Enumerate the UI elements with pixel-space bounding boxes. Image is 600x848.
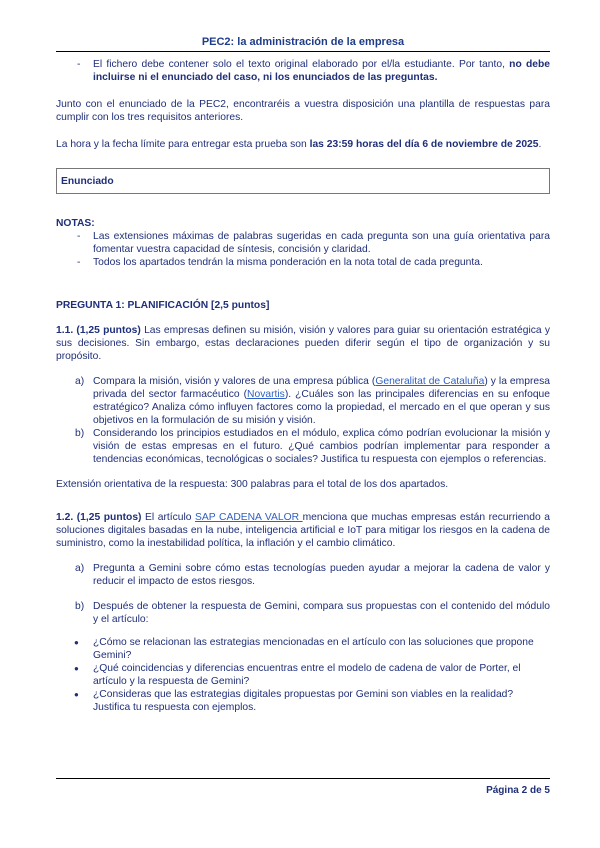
question-1-2-part-a: a) Pregunta a Gemini sobre cómo estas tecnologías pueden ayudar a mejorar la cadena de valor y reducir el impacto de estos riesgos.	[75, 563, 550, 587]
deadline-paragraph: La hora y la fecha límite para entregar esta prueba son las 23:59 horas del día 6 de noviembre de 2025.	[56, 139, 542, 150]
question-bullet: ● ¿Cómo se relacionan las estrategias mencionadas en el artículo con las soluciones que propone Gemini?	[56, 636, 550, 662]
notas-list	[56, 230, 550, 269]
enunciado-label: Enunciado	[61, 176, 114, 187]
page-header-title: PEC2: la administración de la empresa	[201, 36, 405, 48]
question-1-2-bullets	[56, 636, 550, 714]
question-1-1: 1.1. (1,25 puntos) Las empresas definen su misión, visión y valores para guiar su orientación estratégica y sus decisiones. Sin embargo, estas declaraciones pueden diferir según el tipo de organización y su propósito.	[56, 325, 550, 362]
question-1-2-part-b: b) Después de obtener la respuesta de Gemini, compara sus propuestas con el contenido del módulo y el artículo:	[75, 601, 550, 625]
link-novartis[interactable]: Novartis	[247, 389, 285, 400]
question-bullet: ● ¿Consideras que las estrategias digitales propuestas por Gemini son viables en la realidad? Justifica tu respuesta con ejemplos.	[56, 688, 550, 714]
pregunta1-heading: PREGUNTA 1: PLANIFICACIÓN [2,5 puntos]	[56, 300, 270, 311]
question-1-2-parts	[56, 562, 550, 626]
enunciado-box	[56, 168, 550, 194]
page-number: Página 2 de 5	[486, 785, 550, 796]
intro-paragraph: Junto con el enunciado de la PEC2, encontraréis a vuestra disposición una plantilla de respuestas para cumplir con los tres requisitos anteriores.	[56, 99, 550, 123]
extension-note: Extensión orientativa de la respuesta: 300 palabras para el total de los dos apartados.	[56, 479, 449, 490]
header-divider	[56, 51, 550, 52]
requirements-list	[56, 58, 550, 84]
requirement-item: - El fichero debe contener solo el texto original elaborado por el/la estudiante. Por tanto, no debe incluirse ni el enunciado del caso, ni los enunciados de las preguntas.	[56, 58, 550, 84]
question-1-1-parts	[56, 375, 550, 466]
question-1-1-part-a: a) Compara la misión, visión y valores de una empresa pública (Generalitat de Cataluña) y la empresa privada del sector farmacéutico (Novartis). ¿Cuáles son las principales diferencias en su enfoque estratégico? Analiza cómo influyen factores como la propiedad, el mercado en el que operan y sus objetivos en la formulación de su misión y visión.	[75, 376, 550, 426]
notas-item: - Las extensiones máximas de palabras sugeridas en cada pregunta son una guía orientativa para fomentar vuestra capacidad de síntesis, concisión y claridad.	[56, 230, 550, 256]
notas-item: - Todos los apartados tendrán la misma ponderación en la nota total de cada pregunta.	[56, 256, 550, 269]
question-bullet: ● ¿Qué coincidencias y diferencias encuentras entre el modelo de cadena de valor de Porter, el artículo y la respuesta de Gemini?	[56, 662, 550, 688]
notas-title: NOTAS:	[56, 218, 95, 229]
question-1-2: 1.2. (1,25 puntos) El artículo SAP CADENA VALOR menciona que muchas empresas están recurriendo a soluciones digitales basadas en la nube, inteligencia artificial e IoT para mitigar los riesgos en la cadena de suministro, como la inestabilidad política, la inflación y el cambio climático.	[56, 512, 550, 549]
footer-divider	[56, 778, 550, 779]
document-body	[56, 58, 550, 714]
link-generalitat[interactable]: Generalitat de Cataluña	[375, 376, 485, 387]
question-1-1-part-b: b) Considerando los principios estudiados en el módulo, explica cómo podrían evolucionar la misión y visión de estas empresas en el futuro. ¿Qué cambios podrían implementar para responder a tendencias económicas, tecnológicas o sociales? Justifica tu respuesta con ejemplos o referencias.	[75, 428, 550, 465]
link-sap-cadena-valor[interactable]: SAP CADENA VALOR	[195, 512, 303, 523]
